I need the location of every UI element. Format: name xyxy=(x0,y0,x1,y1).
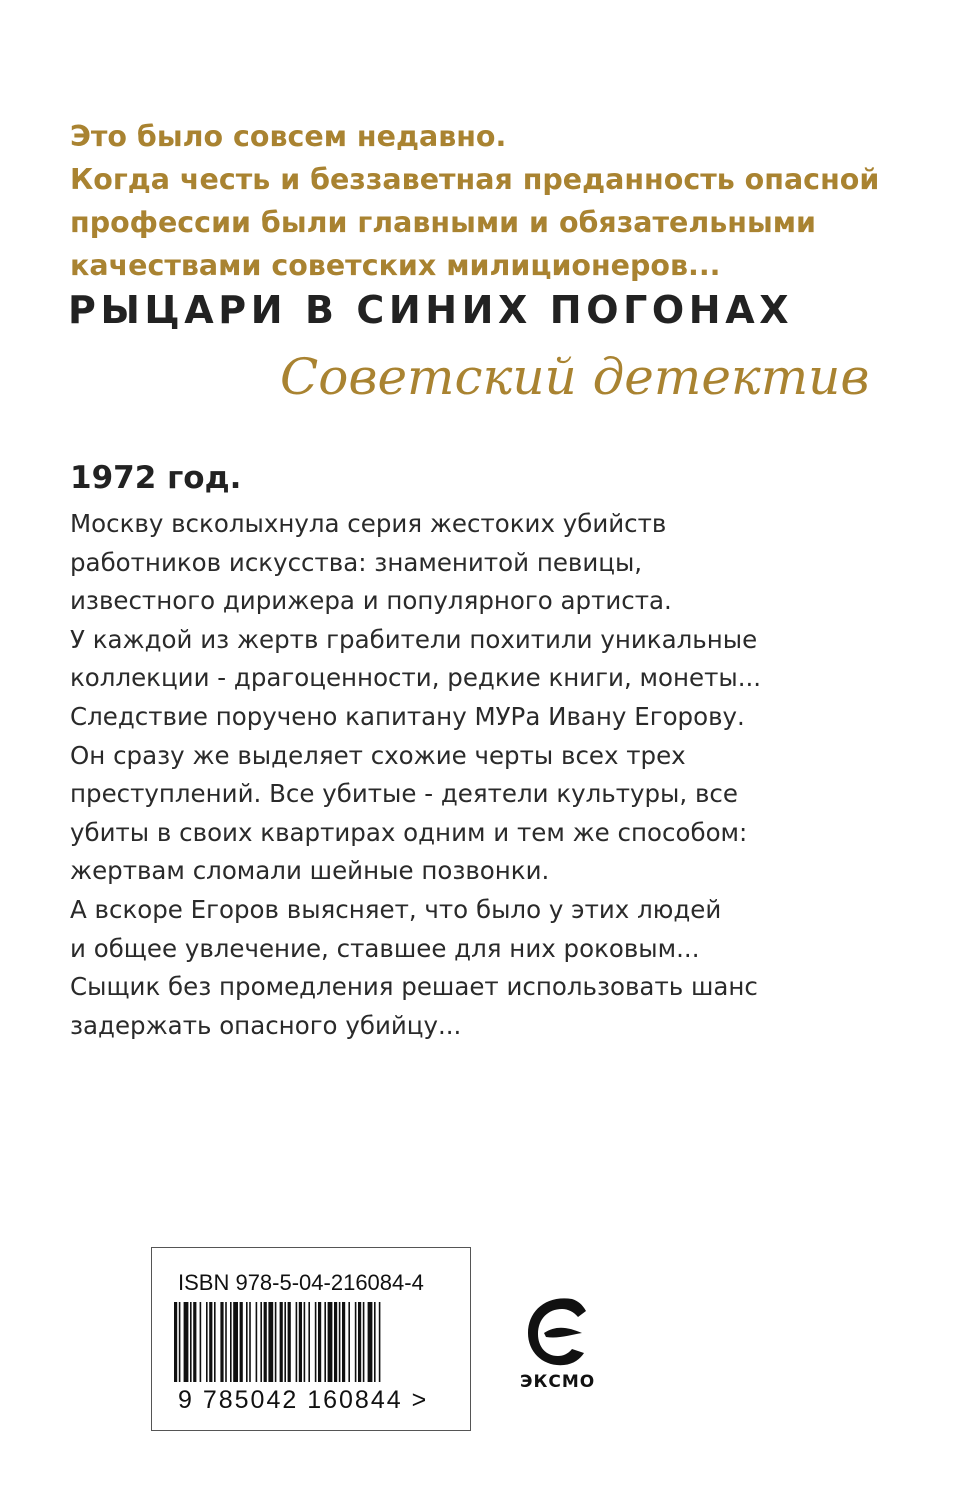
barcode-bar xyxy=(190,1302,192,1382)
barcode-bar xyxy=(193,1302,196,1382)
barcode-bar xyxy=(374,1302,376,1382)
barcode-bar xyxy=(296,1302,298,1382)
synopsis-line: коллекции - драгоценности, редкие книги, монеты... xyxy=(70,663,762,693)
barcode-bar xyxy=(318,1302,321,1382)
barcode-bar xyxy=(324,1302,326,1382)
barcode-bar xyxy=(284,1302,286,1382)
synopsis-line: Он сразу же выделяет схожие черты всех трех xyxy=(70,740,686,770)
barcode-bar xyxy=(358,1302,361,1382)
barcode-bar xyxy=(299,1302,302,1382)
synopsis-line: Сыщик без промедления решает использовать шанс xyxy=(70,972,758,1002)
tagline-line: профессии были главными и обязательными xyxy=(70,206,816,239)
barcode-bar xyxy=(230,1302,232,1382)
publisher-name: ЭКСМО xyxy=(520,1372,596,1392)
synopsis-line: Москву всколыхнула серия жестоких убийств xyxy=(70,509,667,538)
barcode-bar xyxy=(288,1302,291,1382)
tagline-line: качествами советских милиционеров... xyxy=(70,249,721,282)
barcode-bar xyxy=(209,1302,212,1382)
barcode-bar xyxy=(200,1302,202,1382)
barcode-bar xyxy=(174,1302,177,1382)
barcode-bar xyxy=(334,1302,337,1382)
barcode-bar xyxy=(260,1302,262,1382)
genre-label: Советский детектив xyxy=(280,348,870,406)
year-heading: 1972 год. xyxy=(70,460,242,496)
barcode-bar xyxy=(275,1302,277,1382)
barcode-bar xyxy=(348,1302,350,1382)
barcode-bar xyxy=(315,1302,317,1382)
synopsis-line: известного дирижера и популярного артиста. xyxy=(70,586,672,616)
ean-digits: 9 785042 160844 > xyxy=(178,1386,429,1414)
synopsis-line: А вскоре Егоров выясняет, что было у этих людей xyxy=(70,894,722,924)
barcode-bar xyxy=(342,1302,345,1382)
barcode-bar xyxy=(304,1302,306,1382)
synopsis-line: У каждой из жертв грабители похитили уникальные xyxy=(70,624,758,654)
synopsis-line: преступлений. Все убитые - деятели культуры, все xyxy=(70,779,738,809)
barcode-graphic xyxy=(172,1302,452,1384)
barcode-bar xyxy=(220,1302,223,1382)
barcode-bar xyxy=(184,1302,189,1382)
barcode-bar xyxy=(280,1302,283,1382)
barcode-bar xyxy=(328,1302,333,1382)
barcode-panel xyxy=(151,1247,471,1431)
barcode-bar xyxy=(379,1302,381,1382)
synopsis xyxy=(70,505,930,1045)
synopsis-line: работников искусства: знаменитой певицы, xyxy=(70,547,643,577)
barcode-bar xyxy=(214,1302,216,1382)
barcode-bar xyxy=(264,1302,267,1382)
barcode-bar xyxy=(256,1302,258,1382)
synopsis-line: и общее увлечение, ставшее для них роковым... xyxy=(70,933,700,963)
isbn-label: ISBN 978-5-04-216084-4 xyxy=(178,1270,424,1295)
barcode-bar xyxy=(240,1302,243,1382)
tagline-line: Когда честь и беззаветная преданность опасной xyxy=(70,163,880,196)
barcode-bar xyxy=(339,1302,341,1382)
barcode-bar xyxy=(179,1302,181,1382)
barcode-bar xyxy=(233,1302,238,1382)
barcode-bar xyxy=(368,1302,373,1382)
barcode-bar xyxy=(308,1302,310,1382)
synopsis-line: жертвам сломали шейные позвонки. xyxy=(70,856,550,886)
barcode-bar xyxy=(363,1302,365,1382)
series-title: РЫЦАРИ В СИНИХ ПОГОНАХ xyxy=(68,288,794,332)
barcode-bar xyxy=(249,1302,251,1382)
barcode-bar xyxy=(268,1302,273,1382)
barcode-bar xyxy=(355,1302,357,1382)
barcode-bar xyxy=(225,1302,227,1382)
synopsis-line: Следствие поручено капитану МУРа Ивану Егорову. xyxy=(70,701,745,731)
synopsis-line: убиты в своих квартирах одним и тем же способом: xyxy=(70,817,748,847)
tagline-line: Это было совсем недавно. xyxy=(70,120,507,153)
barcode-bar xyxy=(206,1302,208,1382)
synopsis-line: задержать опасного убийцу... xyxy=(70,1010,462,1040)
barcode-bar xyxy=(246,1302,248,1382)
tagline xyxy=(70,115,910,287)
